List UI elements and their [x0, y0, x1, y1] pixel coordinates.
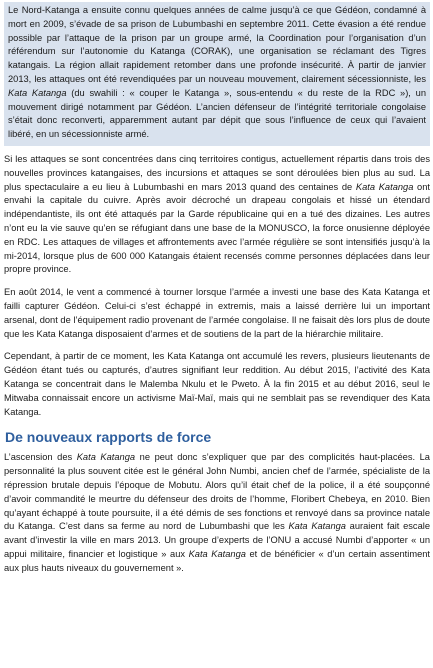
body-paragraph-2: En août 2014, le vent a commencé à tourner lorsque l’armée a investi une base des Kata Katanga et failli capturer Gédéon. Celui-ci s’est échappé in extremis, mais a laissé derrière lui un important arsenal, dont de l’équipement radio provenant de l’armée congolaise. Il ne faisait dès lors plus de doute que les Kata Katanga disposaient d’armes et de soutiens de la part de la hiérarchie militaire. — [4, 287, 430, 339]
section-heading: De nouveaux rapports de force — [5, 429, 212, 446]
intro-paragraph: Le Nord-Katanga a ensuite connu quelques années de calme jusqu’à ce que Gédéon, condamné à mort en 2009, s’évade de sa prison de Lubumbashi en septembre 2011. Cette évasion a été rendue possible par l’attaque de la prison par un groupe armé, la Coordination pour l’organisation d’un référendum sur l’autonomie du Katanga (CORAK), une organisation se réclamant des Tigres katangais. La région allait rapidement retomber dans une profonde insécurité. À partir de janvier 2013, les attaques ont été revendiquées par un nouveau mouvement, clairement sécessionniste, les Kata Katanga (du swahili : « couper le Katanga », sous-entendu « du reste de la RDC »), un mouvement dirigé notamment par Gédéon. L’ancien défenseur de l’intégrité territoriale congolaise s’était donc reconverti, apparemment autant par dépit que sous l’influence de ceux qui l’avaient libéré, en un sécessionniste armé. — [8, 5, 426, 140]
body-paragraph-1: Si les attaques se sont concentrées dans cinq territoires contigus, actuellement répartis dans trois des nouvelles provinces katangaises, des incursions et attaques se sont déroulées bien plus au sud. La plus spectaculaire a eu lieu à Lubumbashi en mars 2013 quand des centaines de Kata Katanga ont envahi la capitale du cuivre. Après avoir décroché un drapeau congolais et hissé un étendard indépendantiste, ils ont été attaqués par la Garde républicaine qui en a tué des dizaines. Les autres n’ont eu la vie sauve qu’en se réfugiant dans une base de la MONUSCO, la force onusienne déployée en RDC. Les attaques de villages et affrontements avec l’armée régulière se sont intensifiés jusqu’à la mi-2014, lorsque plus de 600 000 Katangais étaient recensés comme personnes déplacées dans leur propre province. — [4, 153, 430, 275]
body-paragraph-3: Cependant, à partir de ce moment, les Kata Katanga ont accumulé les revers, plusieurs lieutenants de Gédéon étant tués ou capturés, d’autres signifiant leur reddition. Au début 2015, l’activité des Kata Katanga se concentrait dans le Malemba Nkulu et le Pweto. À la fin 2015 et au début 2016, seul le Mitwaba connaissait encore un activisme Maï-Maï, mais qui ne semblait pas se revendiquer des Kata Katanga. — [4, 351, 430, 417]
intro-box — [4, 2, 430, 146]
spacer — [4, 146, 430, 153]
article-page — [4, 2, 430, 584]
section-paragraph: L’ascension des Kata Katanga ne peut donc s’expliquer que par des complicités haut-placées. La personnalité la plus souvent citée est le général John Numbi, ancien chef de l’armée, spécialiste de la répression brutale depuis l’époque de Mobutu. Alors qu’il était chef de la police, il a été soupçonné d’avoir commandité le meurtre du défenseur des droits de l’homme, Floribert Chebeya, en 2010. Bien qu’ayant échappé à toute poursuite, il a été démis de ses fonctions et renvoyé dans sa province natale du Katanga. C’est dans sa ferme au nord de Lubumbashi que les Kata Katanga auraient fait escale avant d’investir la ville en mars 2013. Un groupe d’experts de l’ONU a accusé Numbi d’apporter « un appui militaire, financier et logistique » aux Kata Katanga et de bénéficier « d’un certain assentiment aux plus hauts niveaux du gouvernement ». — [4, 452, 430, 573]
